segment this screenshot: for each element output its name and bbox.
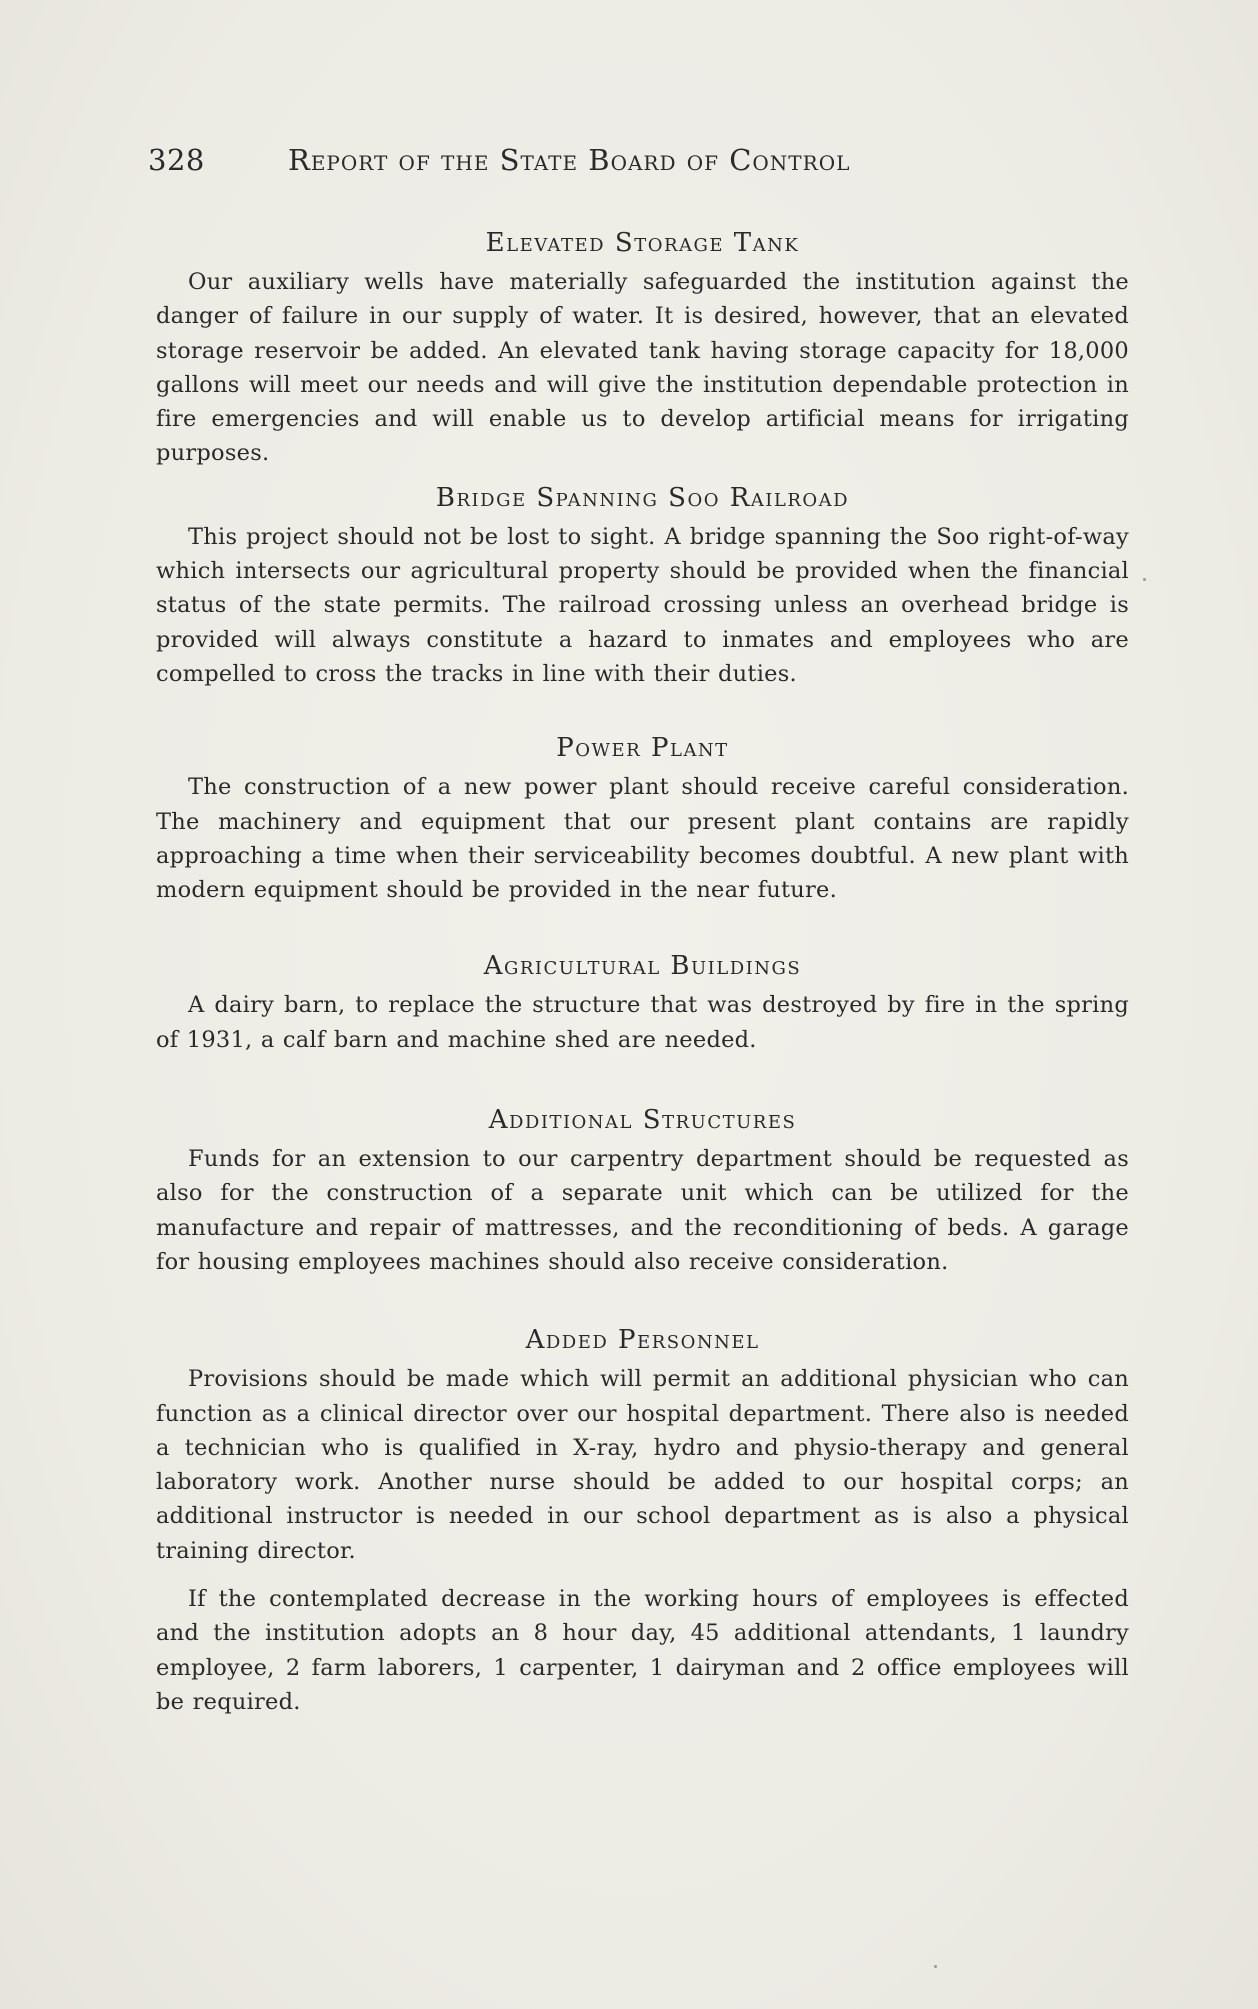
paragraph: If the contemplated decrease in the working hours of employees is effected and the institution adopts an 8 hour day, 45 additional attendants, 1 laundry employee, 2 farm laborers, 1 carpenter, 1 dairyman and 2 office employees will be required. xyxy=(156,1586,1129,1715)
section-elevated-storage-tank xyxy=(156,228,1129,471)
paper-speck xyxy=(934,1965,937,1968)
section-added-personnel xyxy=(156,1325,1129,1719)
section-heading: Agricultural Buildings xyxy=(483,951,802,982)
section-bridge-spanning-soo-railroad xyxy=(156,483,1129,691)
paragraph: Funds for an extension to our carpentry department should be requested as also for the construction of a separate unit which can be utilized for the manufacture and repair of mattresses, and the reconditioning of beds. A garage for housing employees machines should also receive consideration. xyxy=(156,1146,1129,1275)
section-heading: Additional Structures xyxy=(488,1105,797,1136)
page-number: 328 xyxy=(148,143,205,177)
section-agricultural-buildings xyxy=(156,951,1129,1057)
section-heading: Added Personnel xyxy=(525,1325,760,1356)
section-power-plant xyxy=(156,733,1129,907)
page-header xyxy=(148,143,1108,177)
paragraph: Our auxiliary wells have materially safeguarded the institution against the danger of failure in our supply of water. It is desired, however, that an elevated storage reservoir be added. An elevated tank having storage capacity for 18,000 gallons will meet our needs and will give the institution dependable protection in fire emergencies and will enable us to develop artificial means for irrigating purposes. xyxy=(156,269,1129,467)
paragraph: This project should not be lost to sight. A bridge spanning the Soo right-of-way which intersects our agricultural property should be provided when the financial status of the state permits. The railroad crossing unless an overhead bridge is provided will always constitute a hazard to inmates and employees who are compelled to cross the tracks in line with their duties. xyxy=(156,523,1129,687)
paragraph: Provisions should be made which will permit an additional physician who can function as a clinical director over our hospital department. There also is needed a technician who is qualified in X-ray, hydro and physio-therapy and general laboratory work. Another nurse should be added to our hospital corps; an additional instructor is needed in our school department as is also a physical training director. xyxy=(156,1366,1129,1564)
section-heading: Bridge Spanning Soo Railroad xyxy=(435,482,850,513)
running-title: Report of the State Board of Control xyxy=(288,143,851,177)
paper-speck xyxy=(1143,578,1146,581)
page-body xyxy=(156,222,1129,1719)
paragraph: A dairy barn, to replace the structure that was destroyed by fire in the spring of 1931, a calf barn and machine shed are needed. xyxy=(156,992,1129,1053)
paragraph: The construction of a new power plant should receive careful consideration. The machinery and equipment that our present plant contains are rapidly approaching a time when their serviceability becomes doubtful. A new plant with modern equipment should be provided in the near future. xyxy=(156,774,1129,904)
section-heading: Power Plant xyxy=(556,733,729,764)
section-additional-structures xyxy=(156,1105,1129,1279)
section-heading: Elevated Storage Tank xyxy=(485,228,800,258)
